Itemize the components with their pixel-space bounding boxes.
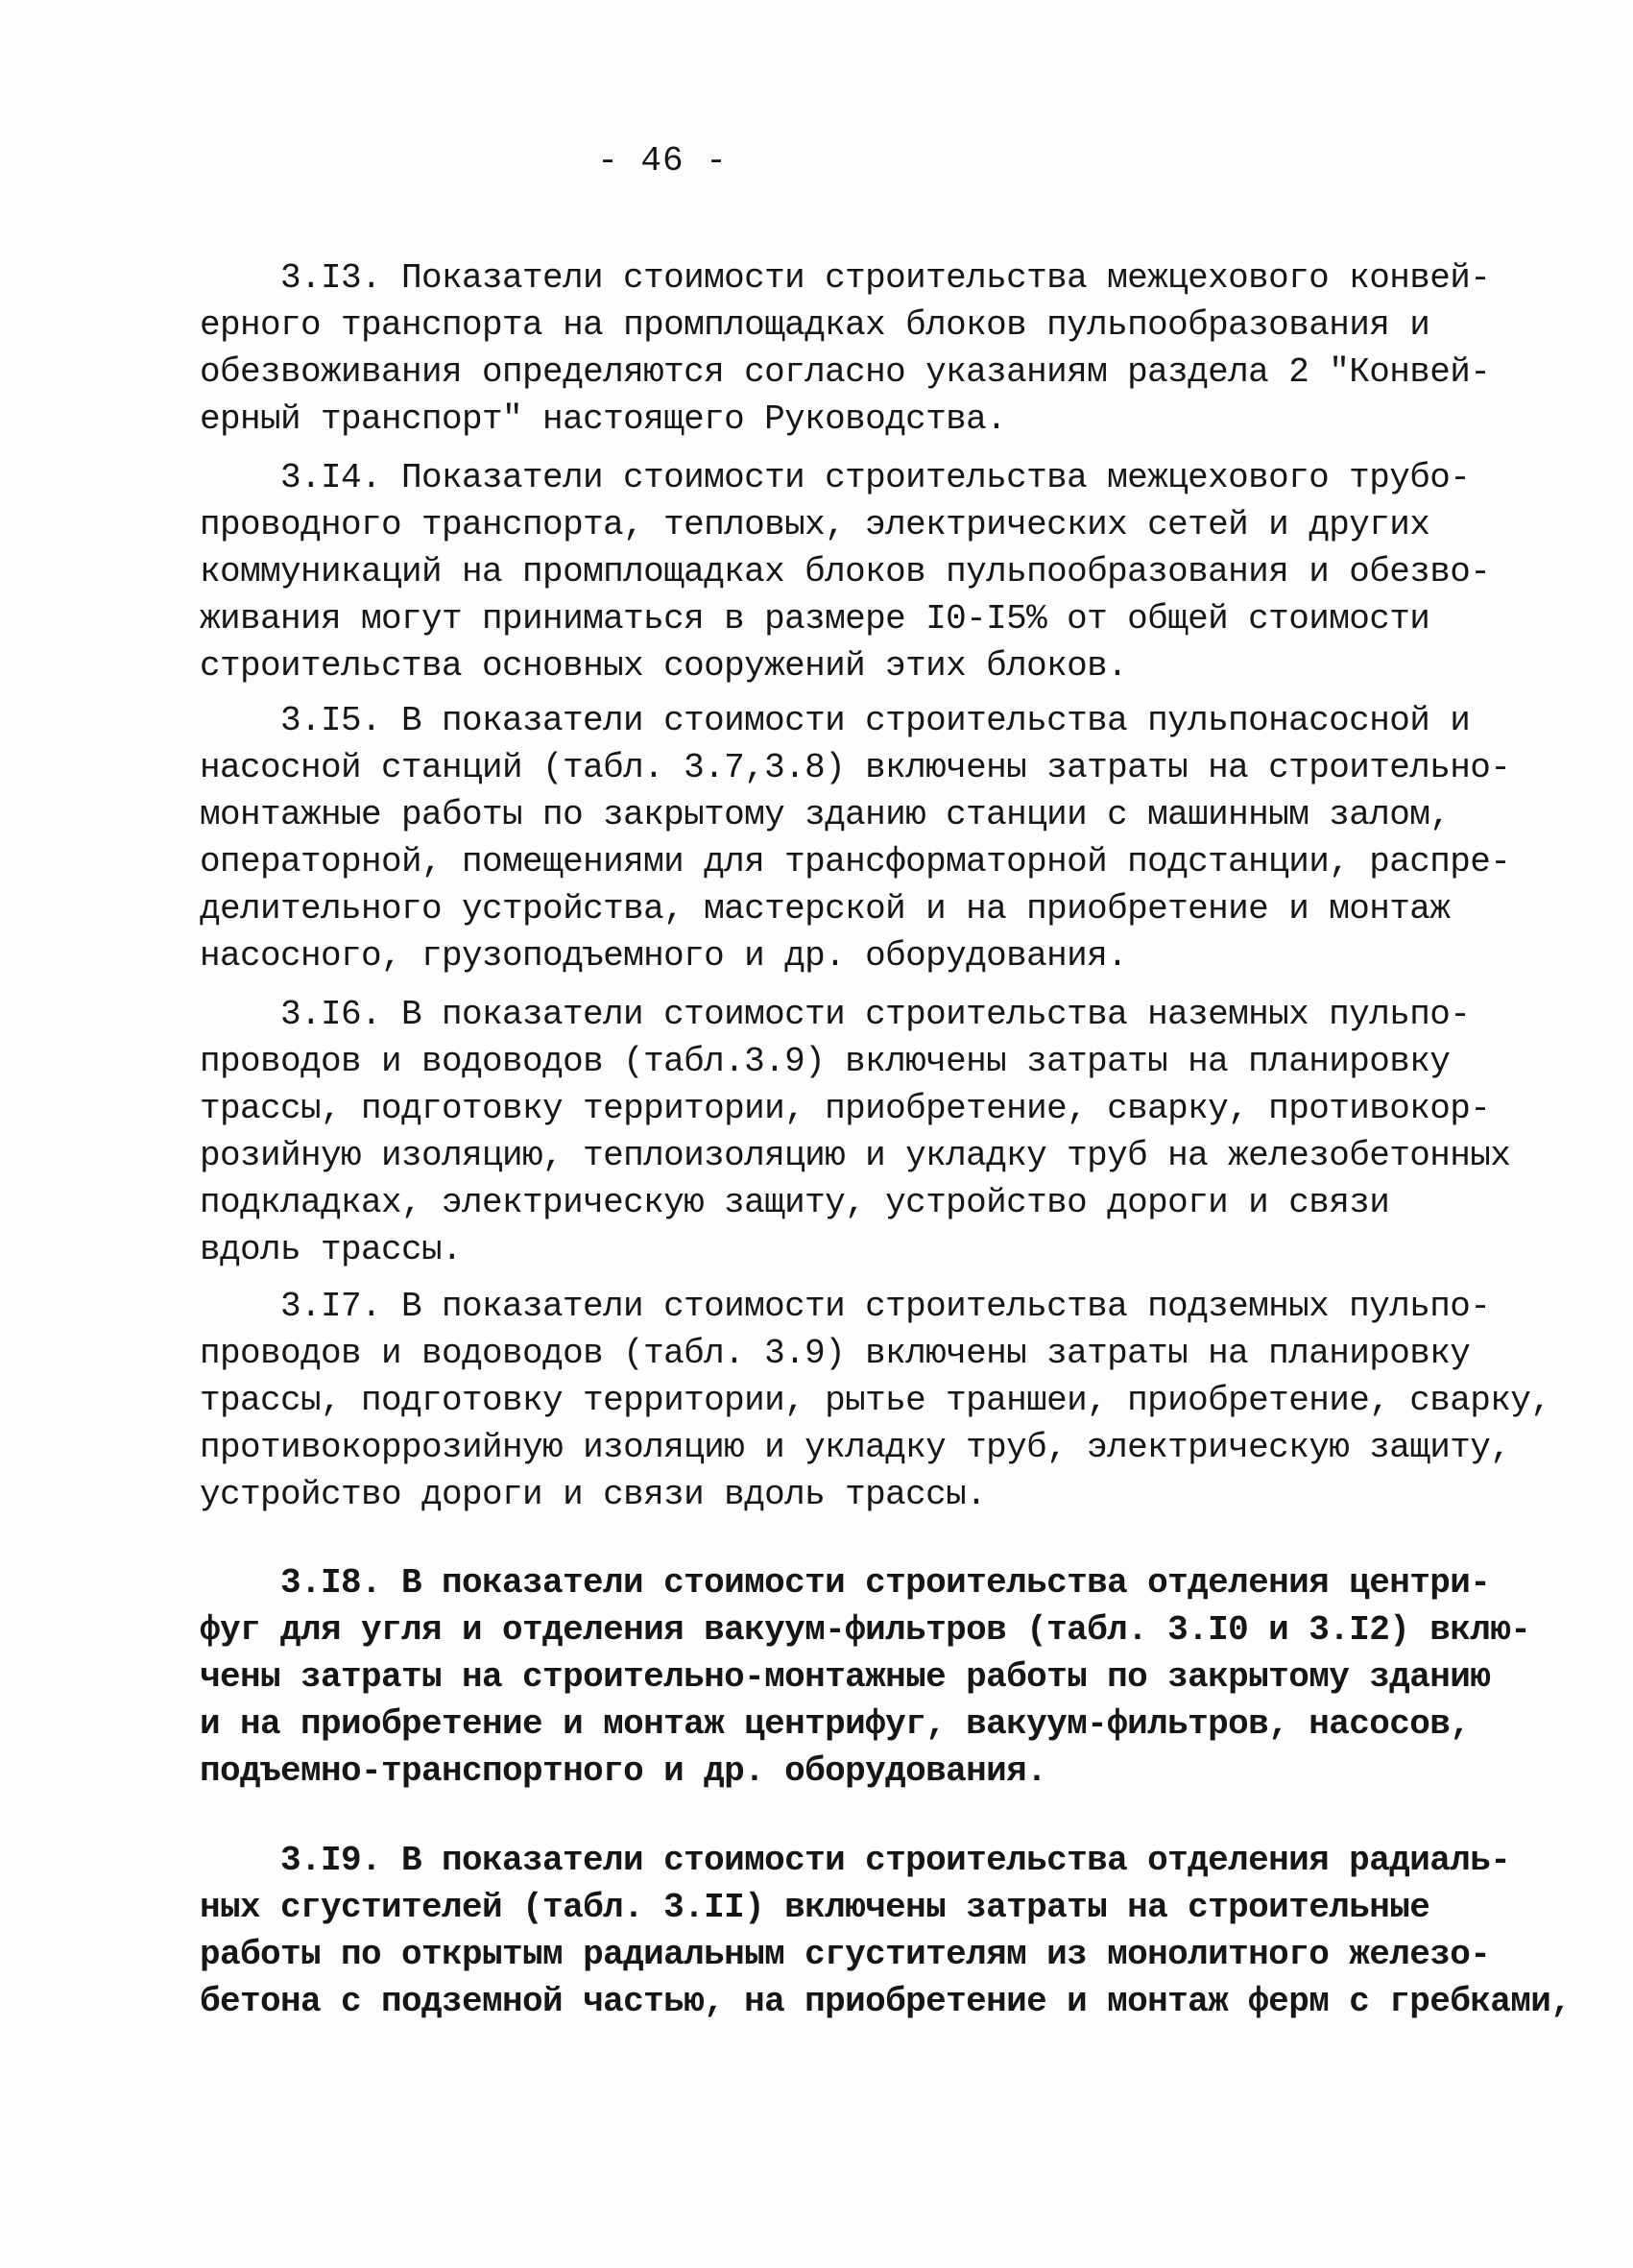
text-line: фуг для угля и отделения вакуум-фильтров (табл. 3.I0 и 3.I2) вклю- (200, 1610, 1531, 1650)
text-line: проводов и водоводов (табл.3.9) включены затраты на планировку (200, 1042, 1451, 1081)
text-line: проводов и водоводов (табл. 3.9) включены затраты на планировку (200, 1334, 1471, 1373)
text-line: ерного транспорта на промплощадках блоков пульпообразования и (200, 305, 1430, 345)
text-line: живания могут приниматься в размере I0-I5% от общей стоимости (200, 599, 1430, 639)
text-line: 3.I9. В показатели стоимости строительства отделения радиаль- (280, 1841, 1511, 1880)
text-line: 3.I3. Показатели стоимости строительства межцехового конвей- (280, 258, 1491, 298)
text-line: 3.I7. В показатели стоимости строительства подземных пульпо- (280, 1287, 1491, 1326)
text-line: и на приобретение и монтаж центрифуг, вакуум-фильтров, насосов, (200, 1704, 1471, 1744)
page-number: - 46 - (597, 141, 728, 181)
text-line: подкладках, электрическую защиту, устройство дороги и связи (200, 1183, 1390, 1222)
paragraph-3-17 (200, 1283, 1551, 1518)
text-line: бетона с подземной частью, на приобретение и монтаж ферм с гребками, (200, 1982, 1572, 2021)
text-line: 3.I4. Показатели стоимости строительства межцехового трубо- (280, 458, 1471, 497)
paragraph-3-14 (200, 454, 1491, 689)
text-line: розийную изоляцию, теплоизоляцию и укладку труб на железобетонных (200, 1136, 1511, 1175)
text-line: противокоррозийную изоляцию и укладку труб, электрическую защиту, (200, 1428, 1511, 1467)
text-line: делительного устройства, мастерской и на приобретение и монтаж (200, 889, 1451, 929)
text-line: операторной, помещениями для трансформаторной подстанции, распре- (200, 842, 1511, 881)
text-line: ерный транспорт" настоящего Руководства. (200, 399, 1007, 439)
text-line: насосного, грузоподъемного и др. оборудования. (200, 936, 1128, 976)
text-line: коммуникаций на промплощадках блоков пульпообразования и обезво- (200, 552, 1491, 591)
paragraph-3-15 (200, 697, 1511, 979)
text-line: работы по открытым радиальным сгустителям из монолитного железо- (200, 1935, 1491, 1974)
text-line: обезвоживания определяются согласно указаниям раздела 2 "Конвей- (200, 352, 1491, 392)
text-line: насосной станций (табл. 3.7,3.8) включены затраты на строительно- (200, 748, 1511, 787)
text-line: трассы, подготовку территории, приобретение, сварку, противокор- (200, 1089, 1491, 1128)
paragraph-3-19 (200, 1837, 1572, 2025)
paragraph-3-16 (200, 991, 1511, 1273)
text-line: чены затраты на строительно-монтажные работы по закрытому зданию (200, 1657, 1491, 1697)
text-line: вдоль трассы. (200, 1230, 463, 1269)
text-line: 3.I6. В показатели стоимости строительства наземных пульпо- (280, 995, 1471, 1034)
text-line: подъемно-транспортного и др. оборудования. (200, 1751, 1047, 1791)
text-line: строительства основных сооружений этих блоков. (200, 646, 1128, 686)
text-line: ных сгустителей (табл. 3.II) включены затраты на строительные (200, 1888, 1430, 1927)
paragraph-3-18 (200, 1559, 1531, 1795)
paragraph-3-13 (200, 254, 1491, 443)
text-line: монтажные работы по закрытому зданию станции с машинным залом, (200, 795, 1451, 834)
text-line: 3.I8. В показатели стоимости строительства отделения центри- (280, 1563, 1491, 1603)
text-line: 3.I5. В показатели стоимости строительства пульпонасосной и (280, 701, 1471, 740)
text-line: проводного транспорта, тепловых, электрических сетей и других (200, 505, 1430, 544)
text-line: устройство дороги и связи вдоль трассы. (200, 1475, 987, 1514)
text-line: трассы, подготовку территории, рытье траншеи, приобретение, сварку, (200, 1381, 1551, 1420)
